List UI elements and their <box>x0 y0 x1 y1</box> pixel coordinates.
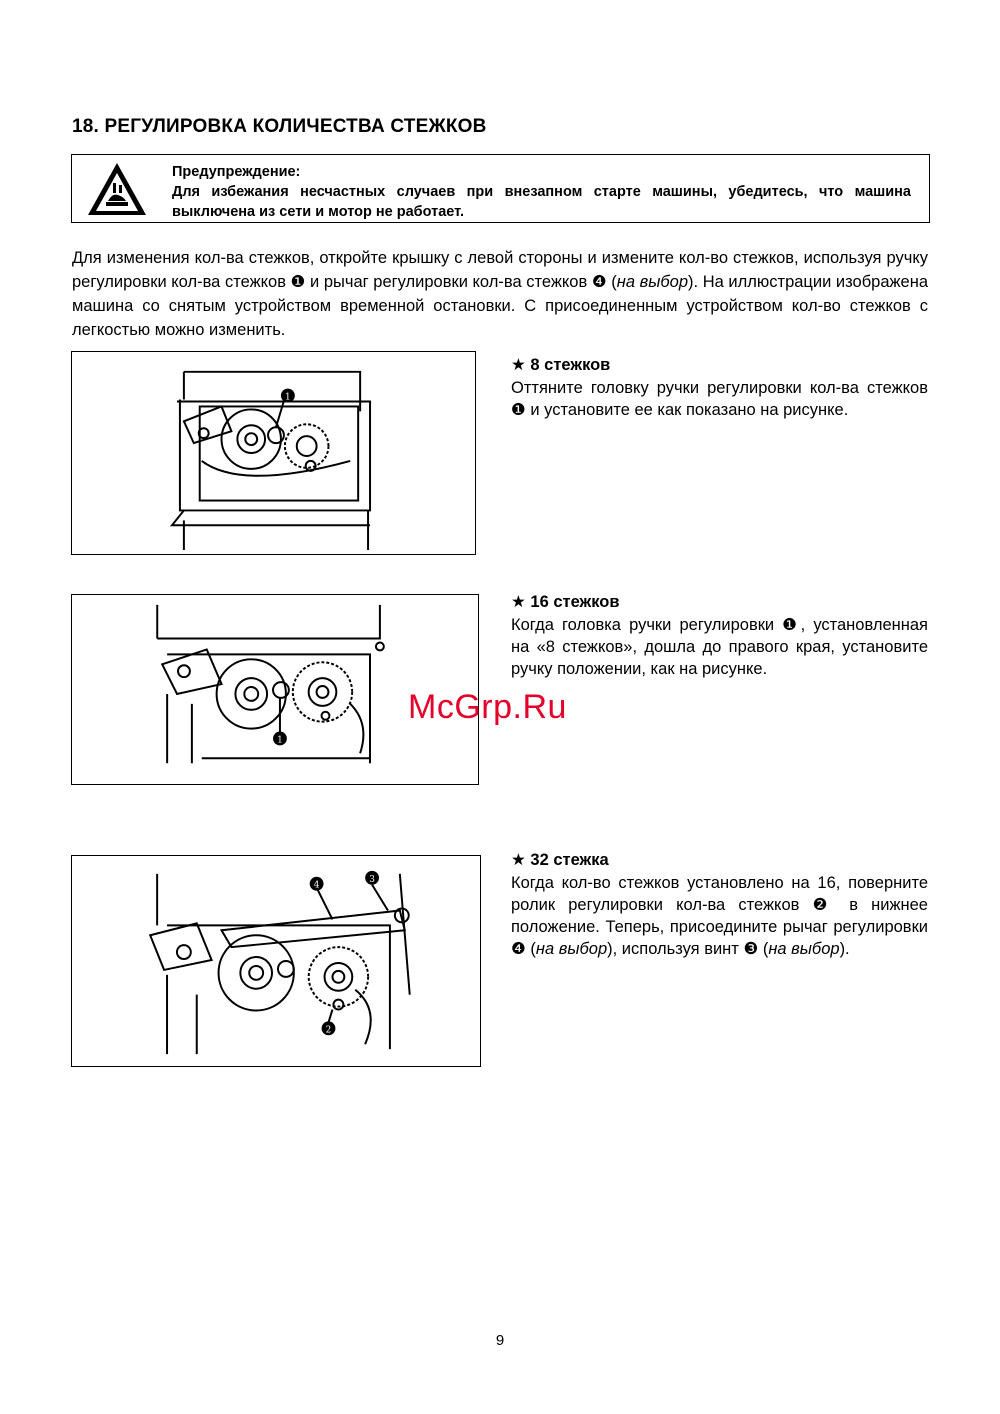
figure-2-label: 1 <box>277 735 283 746</box>
marker-4: ❹ <box>511 940 526 958</box>
figure-3-label-4: 4 <box>313 880 320 891</box>
warning-heading: Предупреждение: <box>172 164 301 180</box>
figure-1-label: 1 <box>285 392 291 403</box>
section-8-stitches <box>511 355 928 421</box>
mechanism-drawing-3 <box>72 856 480 1066</box>
figure-3-label-2: 2 <box>325 1025 332 1036</box>
marker-3: ❸ <box>743 940 759 958</box>
star-icon: ★ <box>511 593 526 611</box>
section-heading: ★ 8 стежков <box>511 356 611 374</box>
page-title: 18. РЕГУЛИРОВКА КОЛИЧЕСТВА СТЕЖКОВ <box>72 116 487 137</box>
mechanism-drawing-1 <box>72 352 475 554</box>
figure-8-stitches <box>71 351 476 555</box>
section-text: Когда головка ручки регулировки ❶, установленная на «8 стежков», дошла до правого края, установите ручку положении, как на рисунке. <box>511 616 928 678</box>
star-icon: ★ <box>511 356 526 374</box>
marker-4: ❹ <box>591 273 607 291</box>
section-text: Когда кол-во стежков установлено на 16, поверните ролик регулировки кол-ва стежков ❷ в нижнее положение. Теперь, присоедините рычаг регулировки ❹ (на выбор), используя винт ❸ (на выбор). <box>511 874 928 958</box>
warning-text: Для избежания несчастных случаев при внезапном старте машины, убедитесь, что машина выключена из сети и мотор не работает. <box>172 184 911 220</box>
star-icon: ★ <box>511 851 526 869</box>
warning-box <box>71 154 930 223</box>
marker-1: ❶ <box>782 616 801 634</box>
section-16-stitches <box>511 592 928 680</box>
section-text: Оттяните головку ручки регулировки кол-ва стежков ❶ и установите ее как показано на рисунке. <box>511 379 928 419</box>
section-32-stitches <box>511 850 928 960</box>
hand-crush-warning-icon <box>86 161 148 217</box>
marker-1: ❶ <box>290 273 306 291</box>
page-number: 9 <box>495 1332 505 1349</box>
figure-3-label-3: 3 <box>369 874 375 885</box>
watermark: McGrp.Ru <box>408 688 567 726</box>
section-heading: ★ 32 стежка <box>511 851 609 869</box>
section-heading: ★ 16 стежков <box>511 593 620 611</box>
marker-1: ❶ <box>511 401 526 419</box>
marker-2: ❷ <box>812 896 836 914</box>
figure-32-stitches <box>71 855 481 1067</box>
intro-paragraph: Для изменения кол-ва стежков, откройте крышку с левой стороны и измените кол-во стежков, используя ручку регулировки кол-ва стежков ❶ и рычаг регулировки кол-ва стежков ❹ (на выбор). На иллюстрации изображена машина со снятым устройством временной остановки. С присоединенным устройством кол-во стежков с легкостью можно изменить. <box>72 249 929 339</box>
